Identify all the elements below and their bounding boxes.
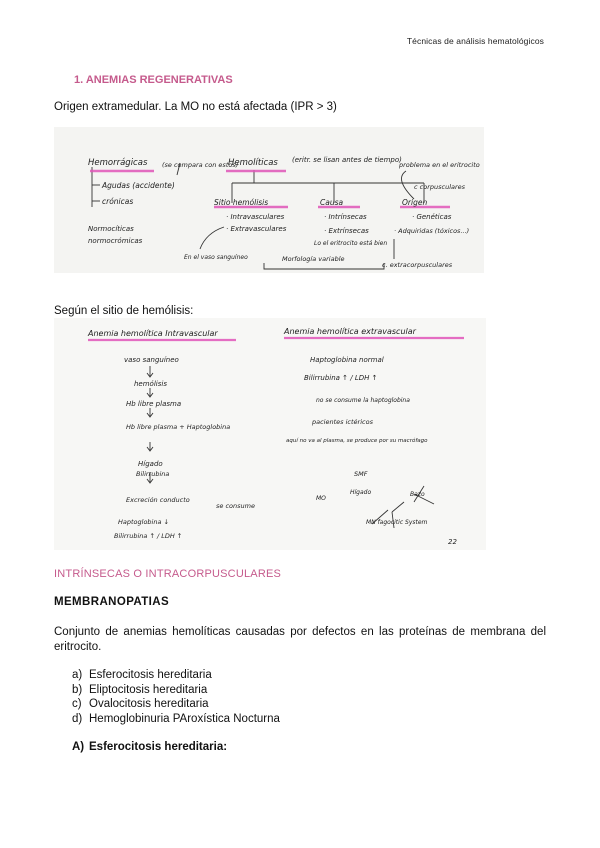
extra-step-3: no se consume la haptoglobina <box>316 397 410 404</box>
section-title-intrinsecas: INTRÍNSECAS O INTRACORPUSCULARES <box>54 568 282 580</box>
diagram-classification-svg <box>54 127 484 273</box>
diagram-hemolysis-svg <box>54 318 486 550</box>
intra-step-5: Hígado <box>138 460 163 468</box>
extra-step-4: pacientes ictéricos <box>312 418 373 426</box>
list-item: c) Ovalocitosis hereditaria <box>72 698 209 711</box>
label-agudas: Agudas (accidente) <box>102 181 175 190</box>
label-cronicas: crónicas <box>102 197 134 206</box>
subheading-esferocitosis: A) Esferocitosis hereditaria: <box>72 741 228 753</box>
label-normocromicas: normocrómicas <box>88 237 143 245</box>
intra-step-3: Hb libre plasma <box>126 400 182 408</box>
heading-membranopatias: MEMBRANOPATIAS <box>54 596 170 608</box>
label-hemoliticas-note: (eritr. se lisan antes de tiempo) <box>292 156 402 164</box>
list-item: a) Esferocitosis hereditaria <box>72 669 212 681</box>
intra-step-7: Excreción conducto <box>126 496 190 504</box>
label-mo: MO <box>316 495 326 502</box>
intra-step-6: Bilirrubina <box>136 470 170 478</box>
label-morfologia: Morfología variable <box>282 255 345 263</box>
list-item: b) Eliptocitosis hereditaria <box>72 683 208 696</box>
extra-step-1: Haptoglobina normal <box>310 356 384 364</box>
label-vaso-sanguineo: En el vaso sanguíneo <box>184 254 248 261</box>
membranopatias-list <box>72 668 280 726</box>
label-intravasculares: · Intravasculares <box>226 213 285 221</box>
page-header: Técnicas de análisis hematológicos <box>406 36 544 46</box>
label-adquiridas: · Adquiridas (tóxicos...) <box>394 227 470 235</box>
label-higado: Hígado <box>350 489 372 496</box>
intra-step-4: Hb libre plasma + Haptoglobina <box>126 423 231 431</box>
label-se-compara: (se compara con estos) <box>162 161 239 169</box>
membranopatias-paragraph: Conjunto de anemias hemolíticas causadas por defectos en las proteínas de membrana del eritrocito. <box>54 626 546 653</box>
label-extra-title: Anemia hemolítica extravascular <box>284 327 416 336</box>
intro-text: Origen extramedular. La MO no está afectada (IPR > 3) <box>54 101 337 113</box>
intra-step-9: Bilirrubina ↑ / LDH ↑ <box>114 532 183 540</box>
label-hemoliticas: Hemolíticas <box>228 158 278 168</box>
label-extravasculares: · Extravasculares <box>226 225 287 233</box>
sitio-hemolisis-label: Según el sitio de hemólisis: <box>54 305 194 317</box>
label-hemorragicas: Hemorrágicas <box>88 158 148 168</box>
list-item: d) Hemoglobinuria PAroxística Nocturna <box>72 712 280 725</box>
label-origen: Origen <box>402 198 428 207</box>
label-sitio-hemolisis: Sitio hemólisis <box>214 198 269 207</box>
label-se-consume: se consume <box>216 502 255 510</box>
label-problema: problema en el eritrocito <box>399 161 480 169</box>
extra-step-2: Bilirrubina ↑ / LDH ↑ <box>304 374 378 382</box>
label-mn-system: MN fagocitic System <box>366 519 428 526</box>
label-causa: Causa <box>320 198 344 207</box>
label-smf: SMF <box>354 470 368 478</box>
label-normociticas: Normocíticas <box>88 225 134 233</box>
section-title-anemias-regenerativas: 1. ANEMIAS REGENERATIVAS <box>74 74 233 86</box>
intra-step-8: Haptoglobina ↓ <box>118 518 169 526</box>
label-extrinsecas: · Extrínsecas <box>324 227 369 235</box>
label-corpusculares: c corpusculares <box>414 183 466 191</box>
label-geneticas: · Genéticas <box>412 213 452 221</box>
label-intrinsecas: · Intrínsecas <box>324 213 367 221</box>
intra-step-2: hemólisis <box>134 380 167 388</box>
label-page-num: 22 <box>448 538 457 546</box>
handwritten-diagram-classification <box>54 127 484 273</box>
label-intra-title: Anemia hemolítica Intravascular <box>88 329 218 338</box>
extra-step-5: aquí no va al plasma, se produce por su macrófago <box>286 438 428 444</box>
intra-step-1: vaso sanguíneo <box>124 356 179 364</box>
label-eritrocito-bien: Lo el eritrocito está bien <box>314 240 388 247</box>
label-bazo: Bazo <box>410 491 425 498</box>
handwritten-diagram-hemolysis-site <box>54 318 486 550</box>
label-extracorpusculares: c. extracorpusculares <box>382 261 453 269</box>
